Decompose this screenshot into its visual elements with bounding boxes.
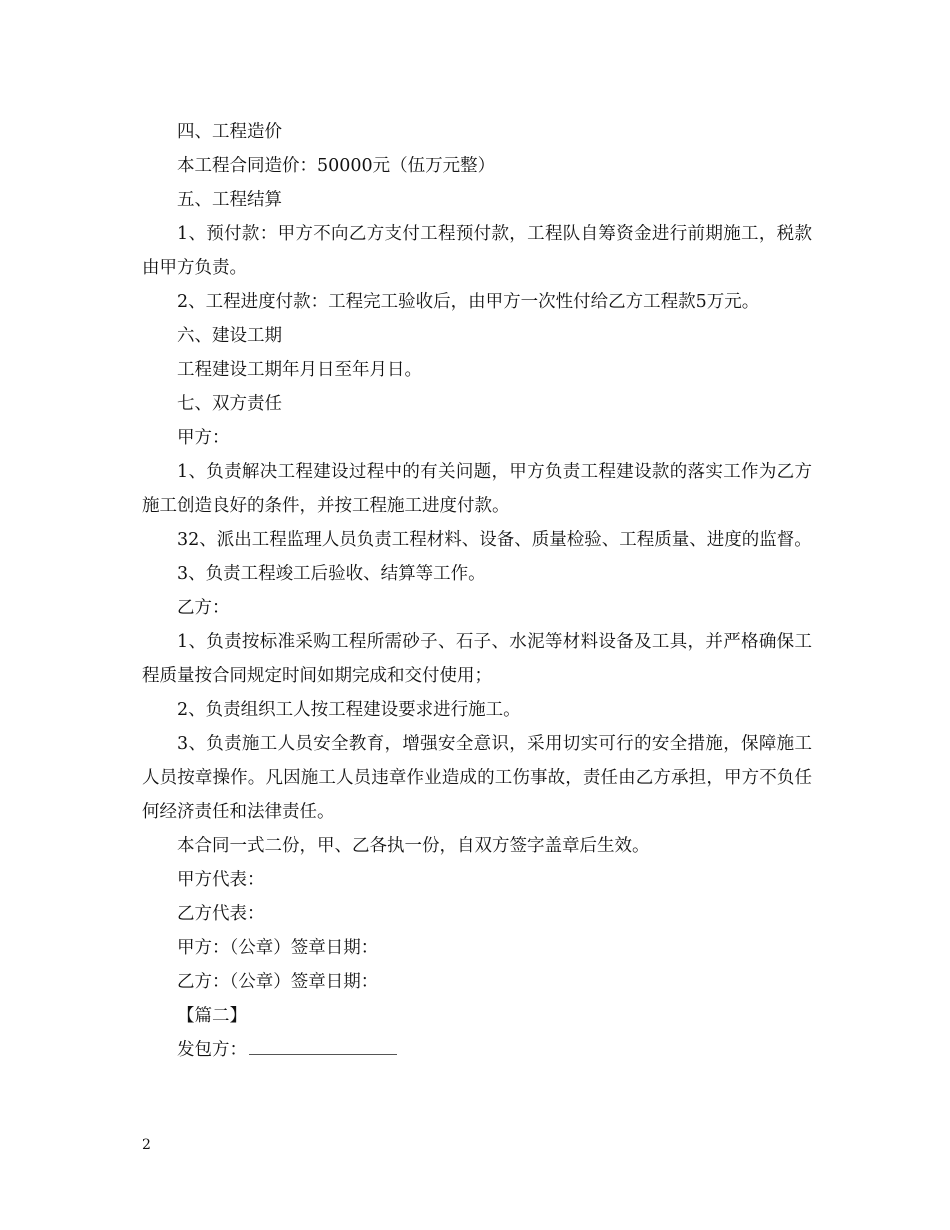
advance-payment-paragraph: 1、预付款：甲方不向乙方支付工程预付款，工程队自筹资金进行前期施工，税款由甲方负责。 bbox=[142, 224, 812, 278]
employer-line bbox=[142, 1033, 812, 1067]
party-a-duty-2: 32、派出工程监理人员负责工程材料、设备、质量检验、工程质量、进度的监督。 bbox=[177, 530, 812, 550]
page-number: 2 bbox=[142, 1137, 151, 1153]
party-b-duty-3: 3、负责施工人员安全教育，增强安全意识，采用切实可行的安全措施，保障施工人员按章操作。凡因施工人员违章作业造成的工伤事故，责任由乙方承担，甲方不负任何经济责任和法律责任。 bbox=[142, 734, 812, 822]
party-b-duty-2: 2、负责组织工人按工程建设要求进行施工。 bbox=[177, 700, 521, 720]
schedule-paragraph: 工程建设工期年月日至年月日。 bbox=[177, 360, 422, 380]
employer-blank-line bbox=[249, 1036, 397, 1055]
section-heading-cost: 四、工程造价 bbox=[177, 122, 282, 142]
party-a-duty-3: 3、负责工程竣工后验收、结算等工作。 bbox=[177, 564, 486, 584]
contract-price-paragraph: 本工程合同造价：50000元（伍万元整） bbox=[177, 156, 496, 176]
progress-payment-paragraph: 2、工程进度付款：工程完工验收后，由甲方一次性付给乙方工程款5万元。 bbox=[177, 292, 760, 312]
contract-copies-paragraph: 本合同一式二份，甲、乙各执一份，自双方签字盖章后生效。 bbox=[177, 836, 650, 856]
party-b-representative: 乙方代表： bbox=[177, 904, 265, 924]
employer-label: 发包方： bbox=[177, 1040, 247, 1060]
party-a-duty-1: 1、负责解决工程建设过程中的有关问题，甲方负责工程建设款的落实工作为乙方施工创造良好的条件，并按工程施工进度付款。 bbox=[142, 462, 812, 516]
party-a-label: 甲方： bbox=[177, 428, 230, 448]
party-a-seal-date: 甲方：（公章）签章日期： bbox=[177, 938, 379, 958]
section-heading-responsibilities: 七、双方责任 bbox=[177, 394, 282, 414]
part-two-heading: 【篇二】 bbox=[177, 1006, 247, 1026]
party-a-representative: 甲方代表： bbox=[177, 870, 265, 890]
section-heading-settlement: 五、工程结算 bbox=[177, 190, 282, 210]
party-b-label: 乙方： bbox=[177, 598, 230, 618]
document-body bbox=[142, 115, 812, 1067]
section-heading-schedule: 六、建设工期 bbox=[177, 326, 282, 346]
party-b-seal-date: 乙方：（公章）签章日期： bbox=[177, 972, 379, 992]
party-b-duty-1: 1、负责按标准采购工程所需砂子、石子、水泥等材料设备及工具，并严格确保工程质量按合同规定时间如期完成和交付使用； bbox=[142, 632, 812, 686]
